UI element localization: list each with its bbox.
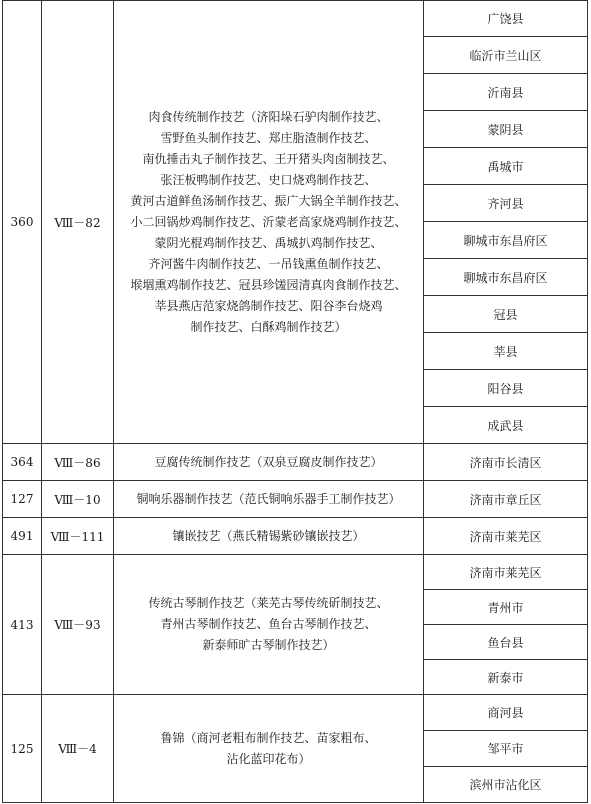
item-number: 413 <box>3 555 42 695</box>
item-number: 127 <box>3 481 42 518</box>
category-code: Ⅷ－10 <box>42 481 114 518</box>
table-body <box>3 1 588 803</box>
region-cell: 新泰市 <box>424 660 588 695</box>
category-code: Ⅷ－4 <box>42 695 114 803</box>
region-cell: 青州市 <box>424 590 588 625</box>
region-cell: 冠县 <box>424 296 588 333</box>
region-cell: 鱼台县 <box>424 625 588 660</box>
project-name <box>114 1 424 444</box>
project-name-line: 齐河酱牛肉制作技艺、一吊钱熏鱼制作技艺、 <box>148 256 389 271</box>
project-name-line: 铜响乐器制作技艺（范氏铜响乐器手工制作技艺） <box>136 491 401 506</box>
region-cell: 广饶县 <box>424 1 588 37</box>
project-name-line: 雪野鱼头制作技艺、郑庄脂渣制作技艺、 <box>160 130 377 145</box>
table-row <box>3 444 588 481</box>
item-number: 491 <box>3 518 42 555</box>
region-cell: 邹平市 <box>424 731 588 767</box>
project-name <box>114 518 424 555</box>
table-row <box>3 695 588 731</box>
item-number: 125 <box>3 695 42 803</box>
project-name-line: 堠堌熏鸡制作技艺、冠县珍馐园清真肉食制作技艺、 <box>130 277 407 292</box>
project-name-line: 蒙阴光棍鸡制作技艺、禹城扒鸡制作技艺、 <box>154 235 383 250</box>
region-cell: 商河县 <box>424 695 588 731</box>
category-code: Ⅷ－111 <box>42 518 114 555</box>
table-row <box>3 481 588 518</box>
category-code: Ⅷ－82 <box>42 1 114 444</box>
project-name-line: 制作技艺、白酥鸡制作技艺） <box>190 319 347 334</box>
project-name-line: 黄河古道鲜鱼汤制作技艺、振广大锅全羊制作技艺、 <box>130 193 407 208</box>
project-name-line: 传统古琴制作技艺（莱芜古琴传统斫制技艺、 <box>148 596 389 610</box>
project-name <box>114 481 424 518</box>
project-name <box>114 695 424 803</box>
item-number: 364 <box>3 444 42 481</box>
region-cell: 齐河县 <box>424 185 588 222</box>
region-cell: 临沂市兰山区 <box>424 37 588 74</box>
region-cell: 济南市长清区 <box>424 444 588 481</box>
region-cell: 济南市莱芜区 <box>424 555 588 590</box>
project-name-line: 张汪板鸭制作技艺、史口烧鸡制作技艺、 <box>160 172 377 187</box>
category-code: Ⅷ－93 <box>42 555 114 695</box>
region-cell: 沂南县 <box>424 74 588 111</box>
project-name-line: 沾化蓝印花布） <box>226 751 311 766</box>
item-number: 360 <box>3 1 42 444</box>
region-cell: 成武县 <box>424 407 588 444</box>
project-name-line: 南仇捶击丸子制作技艺、王开猪头肉卤制技艺、 <box>142 151 395 166</box>
table-row <box>3 1 588 37</box>
project-name-line: 鲁锦（商河老粗布制作技艺、苗家粗布、 <box>160 730 377 745</box>
region-cell: 聊城市东昌府区 <box>424 259 588 296</box>
project-name-line: 莘县燕店范家烧鸽制作技艺、阳谷李台烧鸡 <box>154 298 383 313</box>
region-cell: 阳谷县 <box>424 370 588 407</box>
project-name-line: 青州古琴制作技艺、鱼台古琴制作技艺、 <box>160 617 377 631</box>
region-cell: 蒙阴县 <box>424 111 588 148</box>
project-name-line: 小二回锅炒鸡制作技艺、沂蒙老高家烧鸡制作技艺、 <box>130 214 407 229</box>
table-row <box>3 518 588 555</box>
category-code: Ⅷ－86 <box>42 444 114 481</box>
region-cell: 聊城市东昌府区 <box>424 222 588 259</box>
project-name <box>114 555 424 695</box>
region-cell: 济南市章丘区 <box>424 481 588 518</box>
project-name-line: 镶嵌技艺（燕氏精锡紫砂镶嵌技艺） <box>172 528 365 543</box>
region-cell: 济南市莱芜区 <box>424 518 588 555</box>
project-name-line: 新泰师旷古琴制作技艺） <box>202 638 335 652</box>
project-name-line: 肉食传统制作技艺（济阳垛石驴肉制作技艺、 <box>148 109 389 124</box>
region-cell: 禹城市 <box>424 148 588 185</box>
table-row <box>3 555 588 590</box>
heritage-table <box>2 0 588 803</box>
project-name-line: 豆腐传统制作技艺（双泉豆腐皮制作技艺） <box>154 454 383 469</box>
region-cell: 莘县 <box>424 333 588 370</box>
region-cell: 滨州市沾化区 <box>424 767 588 803</box>
project-name <box>114 444 424 481</box>
